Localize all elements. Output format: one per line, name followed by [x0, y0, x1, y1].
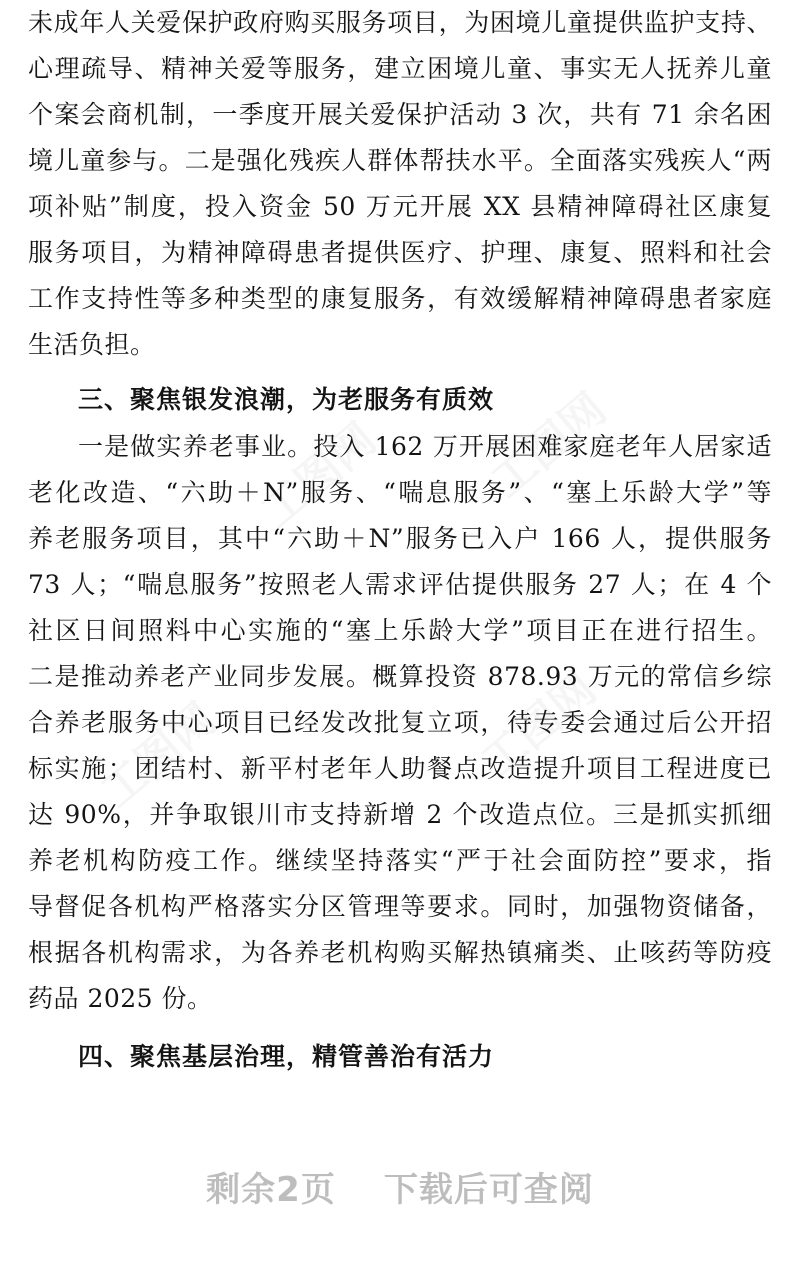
- body-line: 境儿童参与。二是强化残疾人群体帮扶水平。全面落实残疾人“两: [28, 146, 772, 175]
- body-line: 根据各机构需求，为各养老机构购买解热镇痛类、止咳药等防疫: [28, 938, 772, 967]
- remaining-pages-banner[interactable]: [0, 1160, 800, 1220]
- body-line: 一是做实养老事业。投入 162 万开展困难家庭老年人居家适: [78, 432, 772, 461]
- body-line: 心理疏导、精神关爱等服务，建立困境儿童、事实无人抚养儿童: [28, 54, 772, 83]
- body-line: 药品 2025 份。: [28, 984, 213, 1013]
- body-line: 导督促各机构严格落实分区管理等要求。同时，加强物资储备，: [28, 892, 772, 921]
- body-line: 达 90%，并争取银川市支持新增 2 个改造点位。三是抓实抓细: [28, 800, 772, 829]
- body-line: 73 人；“喘息服务”按照老人需求评估提供服务 27 人；在 4 个: [28, 570, 772, 599]
- body-line: 合养老服务中心项目已经发改批复立项，待专委会通过后公开招: [28, 708, 772, 737]
- body-line: 服务项目，为精神障碍患者提供医疗、护理、康复、照料和社会: [28, 238, 772, 267]
- body-line: 未成年人关爱保护政府购买服务项目，为困境儿童提供监护支持、: [28, 8, 772, 37]
- section-heading: 三、聚焦银发浪潮，为老服务有质效: [78, 385, 495, 414]
- body-line: 项补贴”制度，投入资金 50 万元开展 XX 县精神障碍社区康复: [28, 192, 772, 221]
- body-line: 个案会商机制，一季度开展关爱保护活动 3 次，共有 71 余名困: [28, 100, 772, 129]
- body-line: 二是推动养老产业同步发展。概算投资 878.93 万元的常信乡综: [28, 662, 772, 691]
- body-line: 养老机构防疫工作。继续坚持落实“严于社会面防控”要求，指: [28, 846, 772, 875]
- body-line: 社区日间照料中心实施的“塞上乐龄大学”项目正在进行招生。: [28, 616, 772, 645]
- watermark: 工图网: [481, 383, 616, 508]
- download-to-view-label: 下载后可查阅: [383, 1170, 594, 1210]
- remaining-pages-label: 剩余2页: [206, 1170, 336, 1210]
- section-heading: 四、聚焦基层治理，精管善治有活力: [78, 1042, 495, 1071]
- body-line: 标实施；团结村、新平村老年人助餐点改造提升项目工程进度已: [28, 754, 772, 783]
- body-line: 老化改造、“六助＋N”服务、“喘息服务”、“塞上乐龄大学”等: [28, 478, 772, 507]
- watermark: 工图网: [251, 413, 386, 538]
- body-line: 养老服务项目，其中“六助＋N”服务已入户 166 人，提供服务: [28, 524, 772, 553]
- watermark: 工图网: [91, 693, 226, 818]
- body-line: 生活负担。: [28, 330, 156, 359]
- watermark: 工图网: [471, 663, 606, 788]
- body-line: 工作支持性等多种类型的康复服务，有效缓解精神障碍患者家庭: [28, 284, 772, 313]
